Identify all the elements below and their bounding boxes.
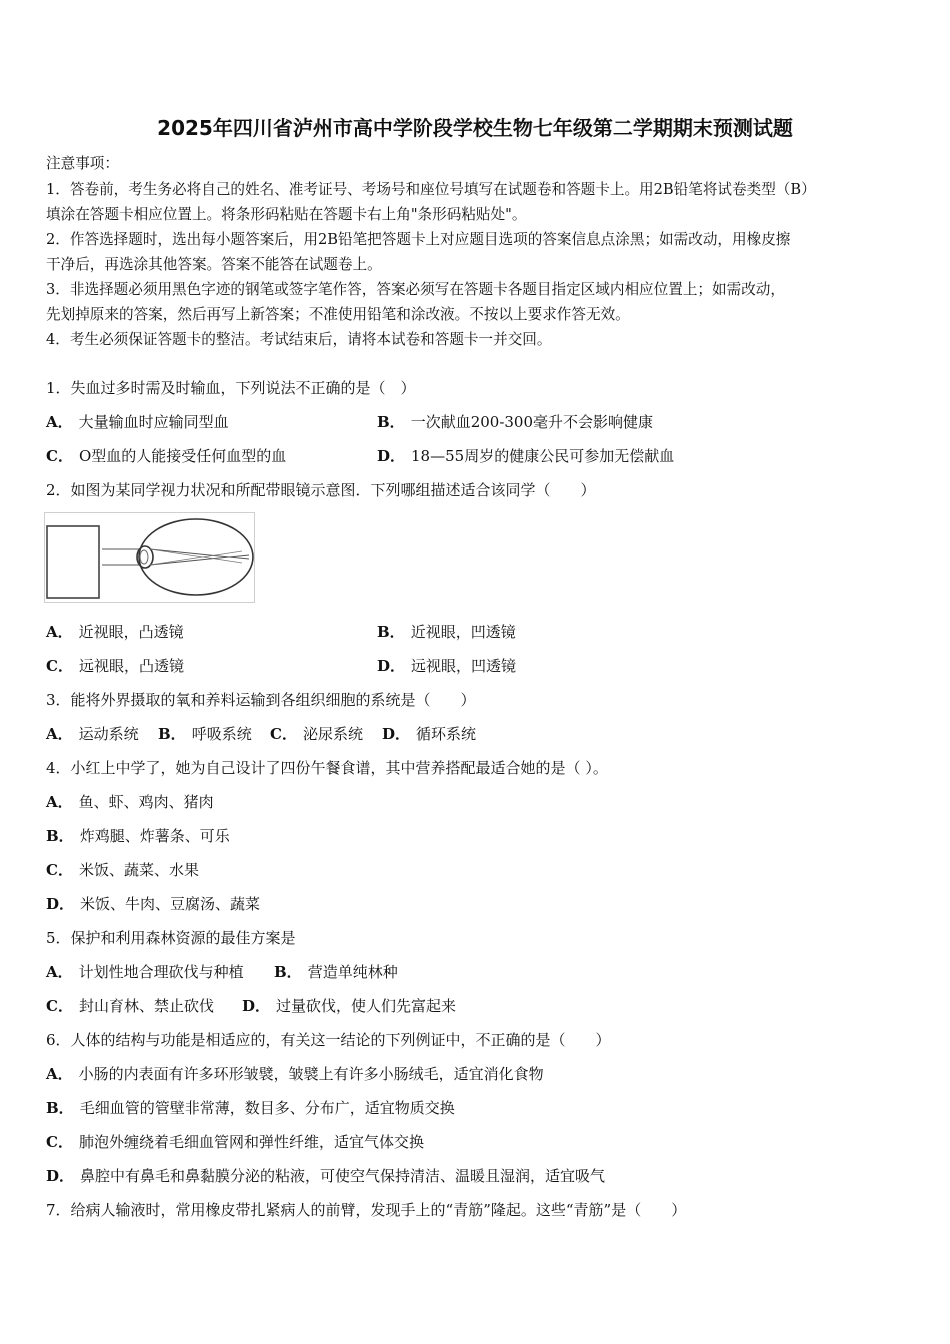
option-label: A． xyxy=(46,963,73,981)
option-text: 米饭、蔬菜、水果 xyxy=(78,861,199,879)
option-text: 小肠的内表面有许多环形皱襞，皱襞上有许多小肠绒毛，适宜消化食物 xyxy=(78,1065,544,1083)
option-label: C． xyxy=(46,861,73,879)
option-label: D． xyxy=(377,447,406,465)
option-text: 一次献血200-300毫升不会影响健康 xyxy=(410,413,654,431)
question-stem: 3．能将外界摄取的氧和养料运输到各组织细胞的系统是（ ） xyxy=(46,691,476,709)
option-label: D． xyxy=(46,895,75,913)
option-label: B． xyxy=(274,963,302,981)
option-label: D． xyxy=(46,1167,75,1185)
question-stem: 1．失血过多时需及时输血，下列说法不正确的是（ ） xyxy=(46,379,416,397)
notes-line: 1．答卷前，考生务必将自己的姓名、准考证号、考场号和座位号填写在试题卷和答题卡上。用2B铅笔将试卷类型（B） xyxy=(46,181,816,198)
eyeball-icon xyxy=(139,519,253,595)
option xyxy=(46,961,244,982)
option-text: 毛细血管的管壁非常薄，数目多、分布广，适宜物质交换 xyxy=(79,1099,455,1117)
option xyxy=(377,655,516,676)
option-text: 近视眼，凸透镜 xyxy=(78,623,184,641)
option-label: C． xyxy=(46,1133,73,1151)
question-stem: 6．人体的结构与功能是相适应的，有关这一结论的下列例证中，不正确的是（ ） xyxy=(46,1031,611,1049)
option-text: 泌尿系统 xyxy=(302,725,363,743)
option xyxy=(377,621,516,642)
option xyxy=(46,1165,605,1186)
option-text: 炸鸡腿、炸薯条、可乐 xyxy=(79,827,230,845)
option-label: A． xyxy=(46,413,73,431)
option xyxy=(377,445,674,466)
option-text: 营造单纯林种 xyxy=(307,963,398,981)
option-text: 过量砍伐，使人们先富起来 xyxy=(276,997,457,1015)
question-stem: 5．保护和利用森林资源的最佳方案是 xyxy=(46,929,296,947)
option-label: A． xyxy=(46,793,73,811)
option-label: C． xyxy=(270,725,297,743)
option xyxy=(382,723,476,744)
option-text: 计划性地合理砍伐与种植 xyxy=(78,963,244,981)
option xyxy=(46,825,230,846)
option-text: 鼻腔中有鼻毛和鼻黏膜分泌的粘液，可使空气保持清洁、温暖且湿润，适宜吸气 xyxy=(80,1167,606,1185)
question-stem: 7．给病人输液时，常用橡皮带扎紧病人的前臂，发现手上的“青筋”隆起。这些“青筋”是（ ） xyxy=(46,1201,687,1219)
option xyxy=(270,723,363,744)
option xyxy=(46,655,184,676)
option-text: 近视眼，凹透镜 xyxy=(410,623,516,641)
option-label: C． xyxy=(46,657,73,675)
option-label: B． xyxy=(377,623,405,641)
option-label: B． xyxy=(46,1099,74,1117)
option xyxy=(46,723,139,744)
option xyxy=(46,411,229,432)
option-label: D． xyxy=(242,997,271,1015)
option xyxy=(242,995,456,1016)
option xyxy=(377,411,653,432)
notes-line: 3．非选择题必须用黑色字迹的钢笔或签字笔作答，答案必须写在答题卡各题目指定区域内相应位置上；如需改动， xyxy=(46,281,785,298)
question-stem: 4．小红上中学了，她为自己设计了四份午餐食谱，其中营养搭配最适合她的是（ ）。 xyxy=(46,759,608,777)
lens-icon xyxy=(47,526,99,598)
option xyxy=(46,621,184,642)
option-text: 米饭、牛肉、豆腐汤、蔬菜 xyxy=(80,895,261,913)
notes-line: 先划掉原来的答案，然后再写上新答案；不准使用铅笔和涂改液。不按以上要求作答无效。 xyxy=(46,306,630,323)
notes-heading: 注意事项： xyxy=(46,155,119,172)
option-text: O型血的人能接受任何血型的血 xyxy=(78,447,287,465)
option xyxy=(46,791,214,812)
option-text: 封山育林、禁止砍伐 xyxy=(78,997,214,1015)
option xyxy=(46,1063,544,1084)
option-label: B． xyxy=(377,413,405,431)
option-text: 远视眼，凸透镜 xyxy=(78,657,184,675)
option xyxy=(46,1097,455,1118)
option-label: D． xyxy=(382,725,411,743)
option-text: 大量输血时应输同型血 xyxy=(78,413,229,431)
notes-line: 干净后，再选涂其他答案。答案不能答在试题卷上。 xyxy=(46,256,382,273)
option xyxy=(46,1131,424,1152)
option-text: 18—55周岁的健康公民可参加无偿献血 xyxy=(411,447,675,465)
notes-line: 2．作答选择题时，选出每小题答案后，用2B铅笔把答题卡上对应题目选项的答案信息点涂黑；如需改动，用橡皮擦 xyxy=(46,231,791,248)
option xyxy=(46,995,214,1016)
option-label: A． xyxy=(46,725,73,743)
option-label: A． xyxy=(46,1065,73,1083)
option-text: 鱼、虾、鸡肉、猪肉 xyxy=(78,793,214,811)
option xyxy=(46,893,260,914)
option-label: A． xyxy=(46,623,73,641)
option-text: 呼吸系统 xyxy=(191,725,252,743)
question-stem: 2．如图为某同学视力状况和所配带眼镜示意图．下列哪组描述适合该同学（ ） xyxy=(46,481,596,499)
option-label: B． xyxy=(158,725,186,743)
option-label: C． xyxy=(46,997,73,1015)
notes-line: 填涂在答题卡相应位置上。将条形码粘贴在答题卡右上角"条形码粘贴处"。 xyxy=(46,206,527,223)
eye-lens-diagram xyxy=(44,512,256,604)
notes-line: 4．考生必须保证答题卡的整洁。考试结束后，请将本试卷和答题卡一并交回。 xyxy=(46,331,552,348)
option xyxy=(158,723,252,744)
option-label: B． xyxy=(46,827,74,845)
page-title: 2025年四川省泸州市高中学阶段学校生物七年级第二学期期末预测试题 xyxy=(157,116,793,140)
option xyxy=(46,445,286,466)
option-label: D． xyxy=(377,657,406,675)
option xyxy=(46,859,199,880)
option xyxy=(274,961,398,982)
option-text: 肺泡外缠绕着毛细血管网和弹性纤维，适宜气体交换 xyxy=(78,1133,424,1151)
option-text: 远视眼，凹透镜 xyxy=(411,657,517,675)
option-text: 运动系统 xyxy=(78,725,139,743)
option-label: C． xyxy=(46,447,73,465)
option-text: 循环系统 xyxy=(416,725,477,743)
